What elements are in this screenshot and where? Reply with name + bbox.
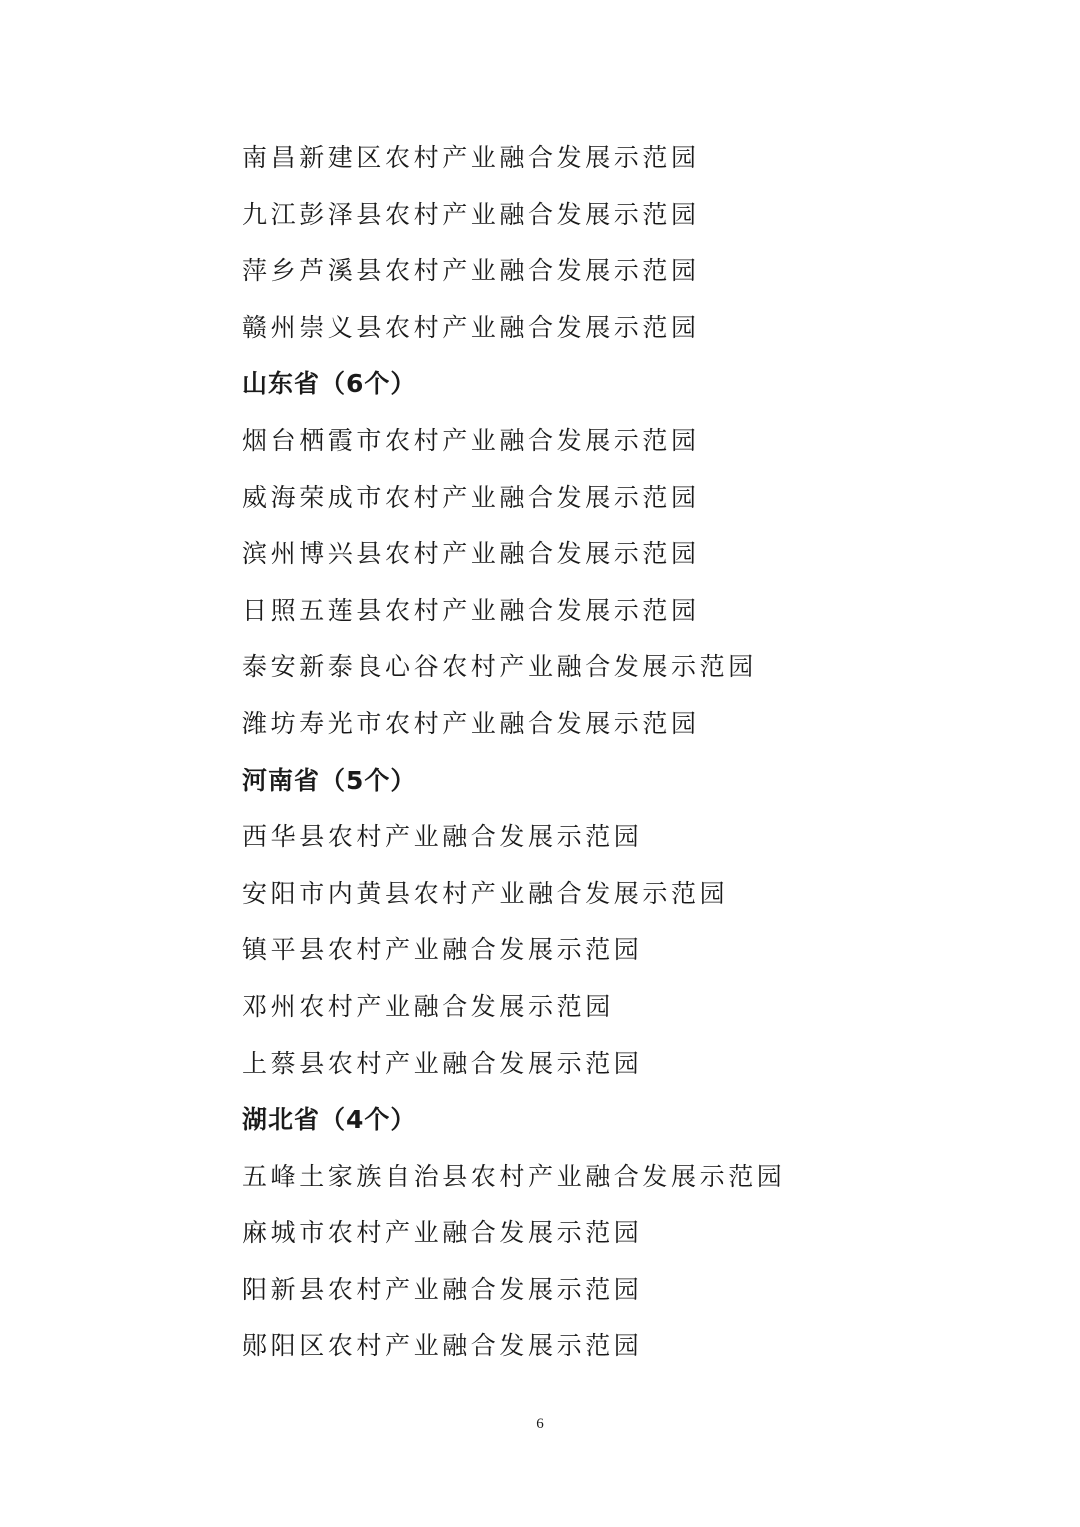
list-item: 镇平县农村产业融合发展示范园 <box>242 935 643 965</box>
section-heading: 山东省（6个） <box>242 369 417 399</box>
document-body <box>242 130 1022 1375</box>
list-item: 安阳市内黄县农村产业融合发展示范园 <box>242 878 729 908</box>
list-item: 赣州崇义县农村产业融合发展示范园 <box>242 312 700 342</box>
list-item: 上蔡县农村产业融合发展示范园 <box>242 1048 643 1078</box>
list-item: 九江彭泽县农村产业融合发展示范园 <box>242 199 700 229</box>
list-item: 烟台栖霞市农村产业融合发展示范园 <box>242 425 700 455</box>
page-number: 6 <box>536 1416 544 1432</box>
list-item: 西华县农村产业融合发展示范园 <box>242 822 643 852</box>
list-item: 威海荣成市农村产业融合发展示范园 <box>242 482 700 512</box>
list-item: 郧阳区农村产业融合发展示范园 <box>242 1331 643 1361</box>
list-item: 日照五莲县农村产业融合发展示范园 <box>242 595 700 625</box>
list-item: 潍坊寿光市农村产业融合发展示范园 <box>242 708 700 738</box>
list-item: 阳新县农村产业融合发展示范园 <box>242 1274 643 1304</box>
list-item: 萍乡芦溪县农村产业融合发展示范园 <box>242 256 700 286</box>
list-item: 邓州农村产业融合发展示范园 <box>242 991 614 1021</box>
list-item: 泰安新泰良心谷农村产业融合发展示范园 <box>242 652 757 682</box>
section-heading: 河南省（5个） <box>242 765 417 795</box>
list-item: 南昌新建区农村产业融合发展示范园 <box>242 143 700 172</box>
list-item: 麻城市农村产业融合发展示范园 <box>242 1218 643 1248</box>
list-item: 滨州博兴县农村产业融合发展示范园 <box>242 539 700 569</box>
list-item: 五峰土家族自治县农村产业融合发展示范园 <box>242 1161 786 1191</box>
section-heading: 湖北省（4个） <box>242 1105 417 1135</box>
